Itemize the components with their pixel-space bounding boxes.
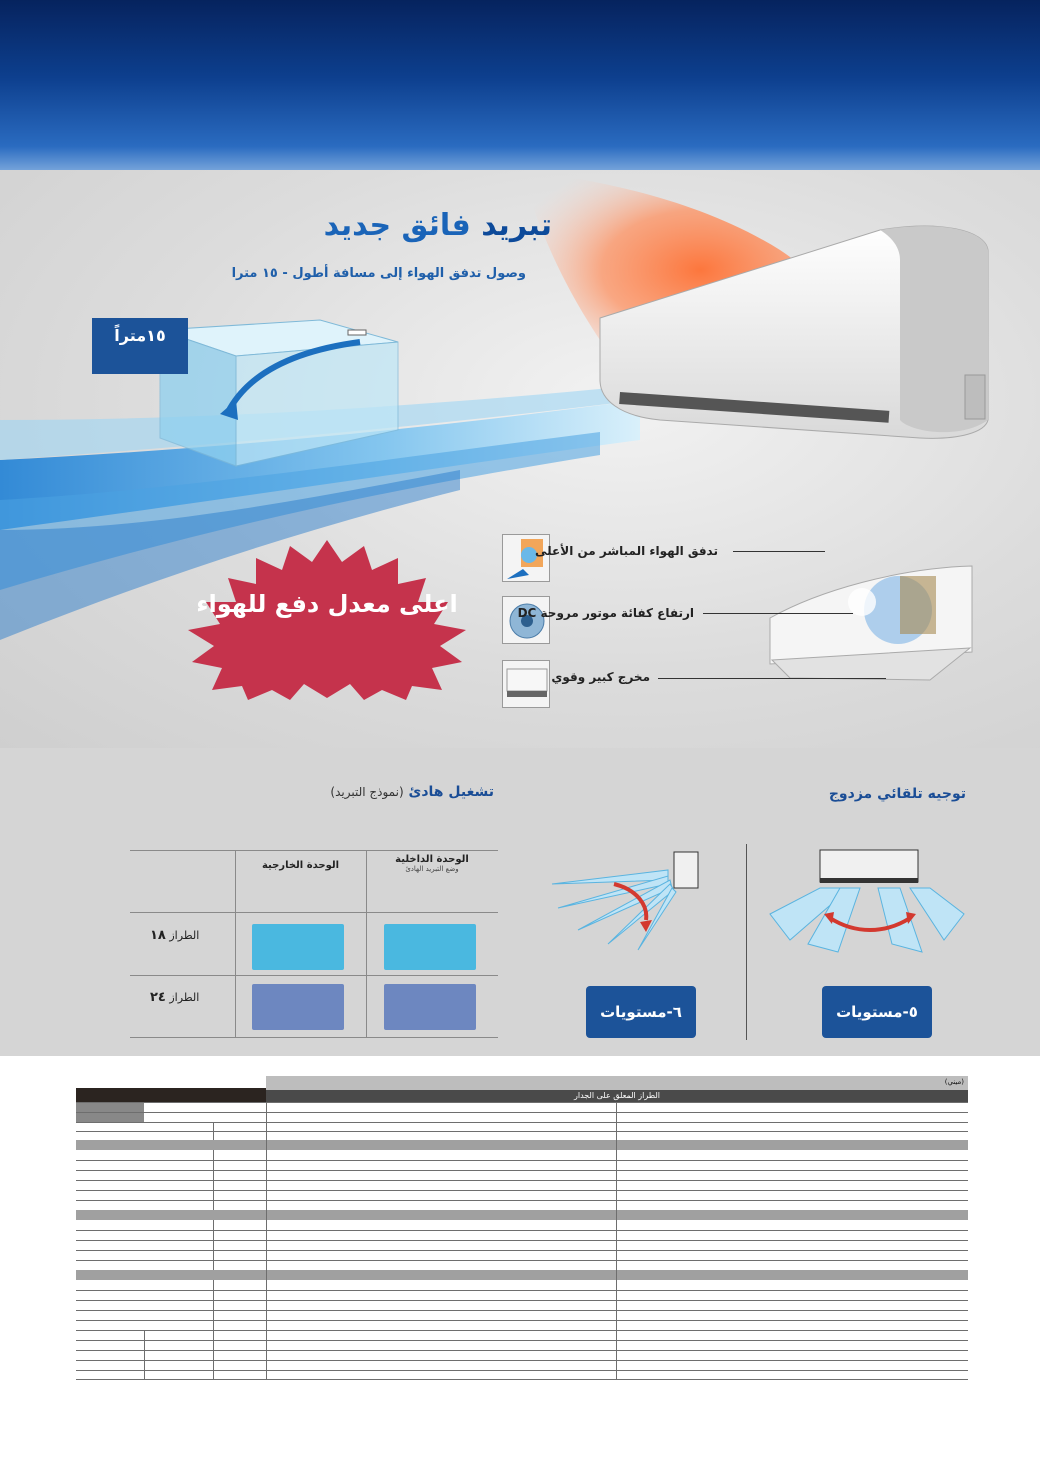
noise-cell-18-indoor	[384, 924, 476, 970]
spec-row-rule	[76, 1310, 968, 1311]
spec-col-rule	[616, 1102, 617, 1380]
spec-row-rule	[76, 1180, 968, 1181]
spec-row-rule	[76, 1250, 968, 1251]
quiet-table	[130, 850, 498, 1038]
spec-row-rule	[76, 1290, 968, 1291]
table-rule	[130, 850, 498, 851]
spec-row-rule	[76, 1200, 968, 1201]
spec-table	[76, 1076, 968, 1380]
front-levels-badge: ٥-مستويات	[822, 986, 932, 1038]
section-divider	[746, 844, 747, 1040]
spec-section-bar	[76, 1140, 968, 1150]
spec-row-rule	[76, 1102, 968, 1103]
row-label-18-num: ١٨	[150, 928, 166, 943]
hero-title-strong: تبريد	[481, 208, 552, 243]
spec-section-bar	[76, 1270, 968, 1280]
hero-title-rest: فائق جديد	[323, 208, 482, 243]
feature-label-dc-motor: ارتفاع كفائة موتور مروحة DC	[517, 606, 694, 620]
spec-row-rule	[76, 1300, 968, 1301]
dual-swing-title: توجيه تلقائي مزدوج	[828, 786, 966, 802]
table-rule	[235, 850, 236, 1038]
header-band	[0, 0, 1040, 172]
spec-row-rule	[76, 1160, 968, 1161]
large-outlet-icon	[502, 660, 550, 708]
leader-line	[703, 613, 853, 614]
spec-col-rule	[266, 1102, 267, 1380]
leader-line	[733, 551, 825, 552]
spec-row-rule	[76, 1370, 968, 1371]
table-rule	[366, 850, 367, 1038]
spec-row-rule	[76, 1240, 968, 1241]
hero-subtitle: وصول تدفق الهواء إلى مسافة أطول - ١٥ مترا	[231, 266, 526, 281]
spec-row-rule	[76, 1340, 968, 1341]
dc-fan-motor-icon	[502, 596, 550, 644]
spec-section-bar	[76, 1210, 968, 1220]
spec-col-rule	[144, 1330, 145, 1380]
noise-cell-18-outdoor	[252, 924, 344, 970]
starburst-text: اعلى معدل دفع للهواء	[196, 590, 458, 618]
spec-row-rule	[76, 1122, 968, 1123]
col-header-indoor-text: الوحدة الداخلية	[395, 854, 469, 865]
spec-row-rule	[76, 1131, 968, 1132]
side-swing-diagram	[548, 844, 708, 954]
feature-label-large-outlet: مخرج كبير وقوي	[551, 670, 650, 684]
table-rule	[130, 912, 498, 913]
quiet-title-note: (نموذج التبريد)	[330, 785, 404, 799]
spec-row-rule	[76, 1360, 968, 1361]
leader-line	[658, 678, 886, 679]
distance-badge: ١٥متراً	[92, 318, 188, 374]
spec-row-rule	[76, 1330, 968, 1331]
front-swing-diagram	[760, 844, 970, 954]
spec-row-rule	[76, 1190, 968, 1191]
hero-title	[324, 208, 552, 243]
upward-airflow-icon	[502, 534, 550, 582]
table-rule	[130, 1037, 498, 1038]
row-label-24-prefix: الطراز	[169, 991, 200, 1004]
ac-unit-cutaway	[770, 566, 972, 680]
noise-cell-24-outdoor	[252, 984, 344, 1030]
spec-col-rule	[213, 1220, 214, 1270]
starburst-icon	[186, 540, 468, 700]
col-header-outdoor: الوحدة الخارجية	[261, 860, 340, 871]
spec-row-rule	[76, 1350, 968, 1351]
spec-dark-block	[76, 1088, 266, 1102]
spec-row-rule	[76, 1379, 968, 1380]
spec-top-bar	[266, 1076, 968, 1090]
quiet-title	[330, 784, 494, 800]
spec-row-rule	[76, 1320, 968, 1321]
spec-row-rule	[76, 1170, 968, 1171]
row-label-18-prefix: الطراز	[169, 929, 200, 942]
side-levels-badge: ٦-مستويات	[586, 986, 696, 1038]
spec-row-rule	[76, 1112, 968, 1113]
row-label-24	[150, 990, 199, 1005]
quiet-title-text: تشغيل هادئ	[408, 784, 494, 800]
spec-unit-note: (ميني)	[944, 1078, 964, 1086]
spec-row-rule	[76, 1260, 968, 1261]
hero-section	[0, 170, 1040, 748]
row-label-24-num: ٢٤	[150, 990, 166, 1005]
col-header-indoor-sub: وضع التبريد الهادئ	[405, 865, 459, 873]
features-band	[0, 748, 1040, 1056]
feature-label-upward-airflow: تدفق الهواء المباشر من الأعلى	[535, 544, 718, 558]
table-rule	[130, 975, 498, 976]
spec-row-rule	[76, 1230, 968, 1231]
row-label-18	[150, 928, 199, 943]
noise-cell-24-indoor	[384, 984, 476, 1030]
col-header-indoor	[366, 854, 498, 873]
spec-header: الطراز المعلق على الجدار	[266, 1090, 968, 1102]
